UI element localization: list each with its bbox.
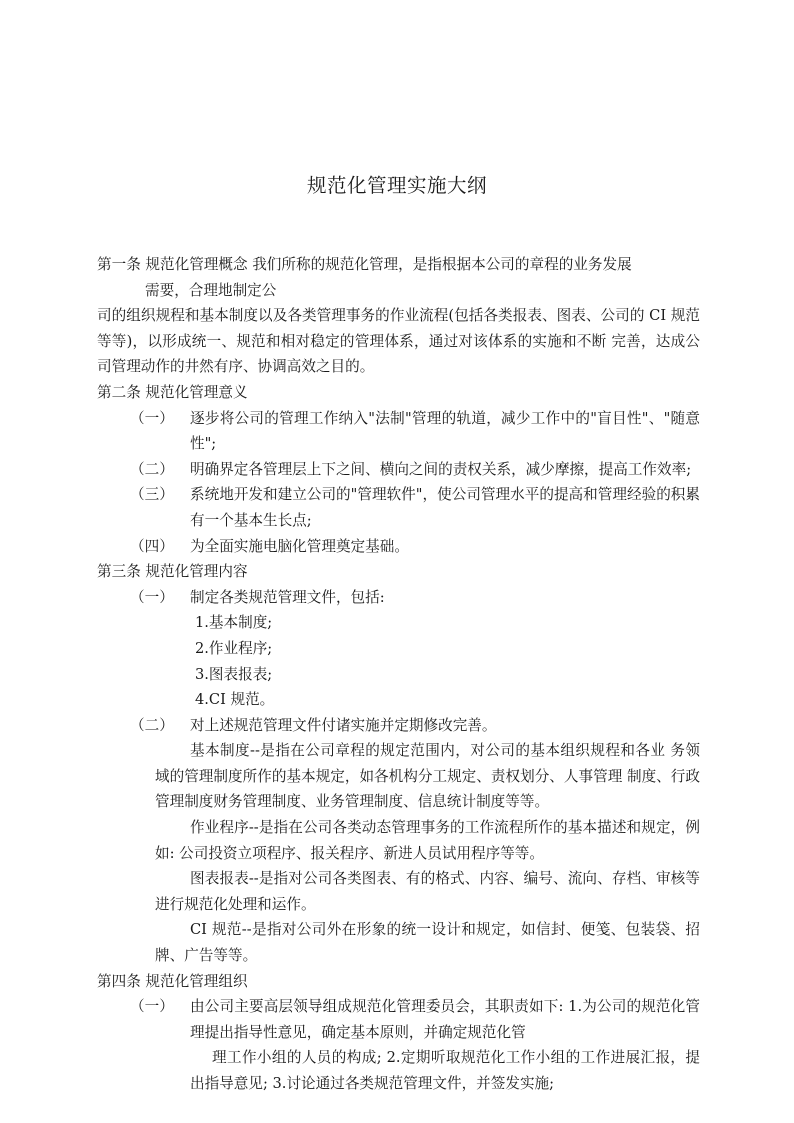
list-item [0, 457, 794, 483]
list-item [0, 585, 794, 611]
list-item [0, 534, 794, 560]
article-3-heading: 第三条 规范化管理内容 [97, 563, 248, 581]
article-1-lead [0, 252, 794, 303]
list-item-text: 逐步将公司的管理工作纳入"法制"管理的轨道，减少工作中的"盲目性"、"随意性"; [190, 409, 700, 453]
definition-operating-procedure: 作业程序--是指在公司各类动态管理事务的工作流程所作的基本描述和规定，例如: 公司投资立项程序、报关程序、新进人员试用程序等等。 [155, 819, 700, 862]
list-marker: （二） [130, 716, 174, 734]
article-4-heading: 第四条 规范化管理组织 [97, 972, 248, 990]
article-1-lead-text: 我们所称的规范化管理，是指根据本公司的章程的业务发展 [247, 256, 632, 273]
list-item [0, 482, 794, 533]
list-marker: （二） [130, 460, 174, 478]
sub-list-item: 2.作业程序; [195, 639, 273, 657]
list-item-text: 明确界定各管理层上下之间、横向之间的责权关系，减少摩擦，提高工作效率; [190, 460, 692, 478]
list-marker: （一） [130, 409, 174, 427]
page-title: 规范化管理实施大纲 [306, 174, 487, 197]
sub-list-item: 1.基本制度; [195, 614, 273, 632]
article-2-heading: 第二条 规范化管理意义 [97, 383, 248, 401]
definition-basic-system: 基本制度--是指在公司章程的规定范围内，对公司的基本组织规程和各业 务领域的管理制度所作的基本规定，如各机构分工规定、责权划分、人事管理 制度、行政管理制度财务管理制度、业务管理制度、信息统计制度等等。 [155, 742, 700, 811]
sub-list-item: 4.CI 规范。 [195, 691, 275, 709]
article-4-continuation [0, 1045, 794, 1096]
list-marker: （一） [130, 998, 174, 1016]
definition-charts-reports: 图表报表--是指对公司各类图表、有的格式、内容、编号、流向、存档、审核等进行规范化处理和运作。 [155, 870, 700, 913]
article-4-continuation-text: 理工作小组的人员的构成; 2.定期听取规范化工作小组的工作进展汇报，提出指导意见; 3.讨论通过各类规范管理文件，并签发实施; [190, 1049, 700, 1092]
article-1-heading: 第一条 规范化管理概念 [97, 256, 248, 273]
list-marker: （一） [130, 588, 174, 606]
sub-list-item: 3.图表报表; [195, 665, 273, 683]
title-spacer [0, 200, 794, 252]
list-marker: （四） [130, 537, 174, 555]
list-item-text: 制定各类规范管理文件，包括: [190, 588, 385, 606]
article-1-body: 司的组织规程和基本制度以及各类管理事务的作业流程(包括各类报表、图表、公司的 CI 规范等等)，以形成统一、规范和相对稳定的管理体系，通过对该体系的实施和不断 完善，达成公司管理动作的井然有序、协调高效之目的。 [97, 307, 700, 376]
list-item [0, 713, 794, 739]
list-item-text: 由公司主要高层领导组成规范化管理委员会，其职责如下: 1.为公司的规范化管理提出指导性意见，确定基本原则，并确定规范化管 [190, 998, 700, 1041]
list-item-text: 为全面实施电脑化管理奠定基础。 [190, 537, 409, 555]
list-item [0, 994, 794, 1045]
list-item-text: 对上述规范管理文件付诸实施并定期修改完善。 [190, 716, 497, 734]
definition-ci-standard: CI 规范--是指对公司外在形象的统一设计和规定，如信封、便笺、包装袋、招牌、广告等等。 [155, 921, 700, 965]
list-item-text: 系统地开发和建立公司的"管理软件"，使公司管理水平的提高和管理经验的积累有一个基本生长点; [190, 486, 700, 529]
article-1-lead-continuation: 需要，合理地制定公 [145, 281, 277, 299]
list-item [0, 406, 794, 457]
list-marker: （三） [130, 486, 174, 504]
